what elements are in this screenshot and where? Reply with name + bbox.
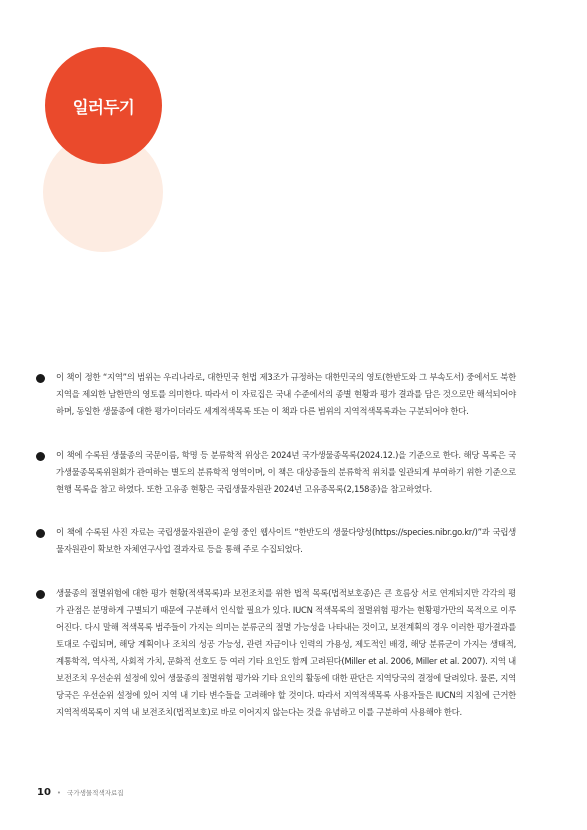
- note-item: [36, 447, 516, 498]
- book-title: 국가생물적색자료집: [67, 789, 124, 797]
- note-text: 이 책이 정한 “지역”의 범위는 우리나라로, 대한민국 헌법 제3조가 규정하는 대한민국의 영토(한반도와 그 부속도서) 중에서도 북한지역을 제외한 남한만의 영토를 의미한다. 따라서 이 자료집은 국내 수준에서의 종별 현황과 평가 결과를 담은 것으로만 해석되어야 하며, 동일한 생물종에 대한 평가이더라도 세계적색목록 또는 이 책과 다른 범위의 지역적색목록과는 구분되어야 한다.: [56, 372, 516, 416]
- note-text: 생물종의 절멸위험에 대한 평가 현황(적색목록)과 보전조치를 위한 법적 목록(법적보호종)은 큰 흐름상 서로 연계되지만 각각의 평가 관점은 분명하게 구별되기 때문에 구분해서 인식할 필요가 있다. IUCN 적색목록의 절멸위험 평가는 현황평가만의 목적으로 이루어진다. 다시 말해 적색목록 범주들이 가지는 의미는 분류군의 절멸 가능성을 나타내는 것이고, 보전계획의 경우 이러한 평가결과를 토대로 수립되며, 해당 계획이나 조치의 성공 가능성, 관련 자금이나 인력의 가용성, 제도적인 배경, 해당 분류군이 가지는 생태적, 계통학적, 역사적, 사회적 가치, 문화적 선호도 등 여러 기타 요인도 함께 고려된다(Miller et al. 2006, Miller et al. 2007). 지역 내 보전조치 우선순위 설정에 있어 생물종의 절멸위험 평가와 기타 요인의 활동에 대한 판단은 지역당국의 결정에 달려있다. 물론, 지역당국은 우선순위 설정에 있어 지역 내 기타 변수들을 고려해야 할 것이다. 따라서 지역적색목록 사용자들은 IUCN의 지침에 근거한 지역적색목록이 지역 내 보전조치(법적보호)로 바로 이어지지 않는다는 것을 유념하고 이를 구분하여 사용해야 한다.: [56, 587, 516, 717]
- notes-list: [36, 369, 516, 747]
- bullet-icon: [36, 452, 45, 461]
- note-text: 이 책에 수록된 사진 자료는 국립생물자원관이 운영 중인 웹사이트 “한반도의 생물다양성(https://species.nibr.go.kr/)”과 국립생물자원관이 확보한 자체연구사업 결과자료 등을 통해 주로 수집되었다.: [56, 527, 516, 554]
- separator-dot-icon: •: [56, 788, 62, 797]
- page-number: 10: [37, 787, 51, 798]
- page-title: 일러두기: [72, 97, 135, 117]
- note-item: [36, 524, 516, 558]
- note-item: [36, 585, 516, 721]
- header-circle: [45, 47, 162, 164]
- page-footer: [37, 787, 124, 798]
- note-item: [36, 369, 516, 420]
- bullet-icon: [36, 529, 45, 538]
- bullet-icon: [36, 374, 45, 383]
- note-text: 이 책에 수록된 생물종의 국문이름, 학명 등 분류학적 위상은 2024년 국가생물종목록(2024.12.)을 기준으로 한다. 해당 목록은 국가생물종목록위원회가 관여하는 별도의 분류학적 영역이며, 이 책은 대상종들의 분류학적 위치를 일관되게 부여하기 위한 기준으로 현행 목록을 참고 하였다. 또한 고유종 현황은 국립생물자원관 2024년 고유종목록(2,158종)을 참고하였다.: [56, 449, 516, 494]
- bullet-icon: [36, 590, 45, 599]
